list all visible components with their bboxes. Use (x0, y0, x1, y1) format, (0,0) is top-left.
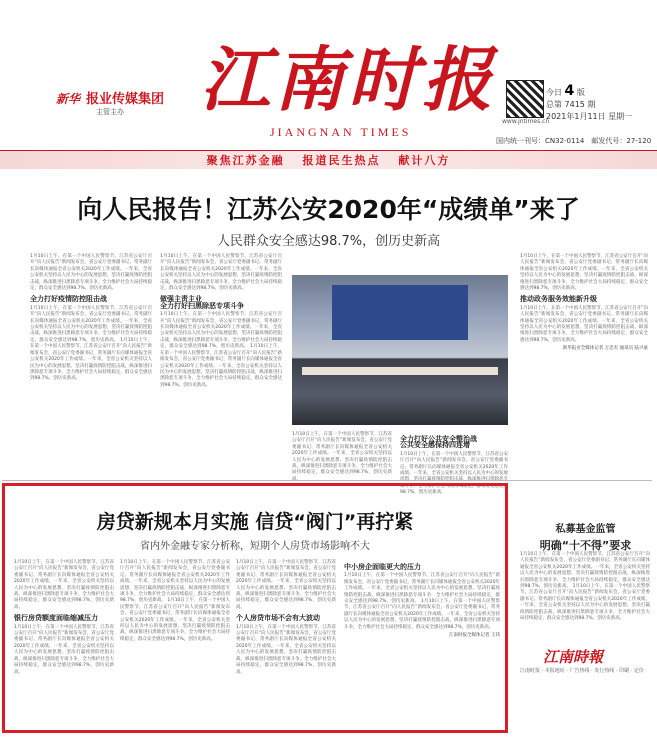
sidebar-headline-line2: 明确“十不得”要求 (539, 539, 632, 552)
feature-column-1 (14, 560, 114, 728)
feature-subheading: 个人房贷市场不会有大波动 (236, 614, 320, 623)
photo-screen (332, 285, 468, 340)
slogan (0, 152, 657, 168)
registration-number: 国内统一刊号：CN32-0114 邮发代号：27-120 (496, 137, 652, 145)
article-text: 1月10日上午，在第一个中国人民警察节，江苏省公安厅召开“向人民报告”新闻发布会，省公安厅党委副书记、常务副厅长向媒体通报全省公安机关2020年工作成绩。一年来，全省公安机关坚持以人民为中心的发展思想，坚决打赢疫情防控阻击战，纵深推进扫黑除恶专项斗争，全力维护社会大局持续稳定，群众安全感达到98.7%，创历史新高。 (520, 254, 648, 292)
article-text: 1月10日上午，在第一个中国人民警察节，江苏省公安厅召开“向人民报告”新闻发布会，省公安厅党委副书记、常务副厅长向媒体通报全省公安机关2020年工作成绩。一年来，全省公安机关坚持以人民为中心的发展思想，坚决打赢疫情防控阻击战，纵深推进扫黑除恶专项斗争，全力维护社会大局持续稳定，群众安全感达到98.7%，创历史新高。 (160, 254, 282, 292)
feature-byline: 江南时报全媒体记者 王玮 (449, 633, 500, 639)
lead-headline: 向人民报告！江苏公安2020年“成绩单”来了 (77, 195, 580, 224)
lead-column-1 (30, 254, 152, 476)
sidebar-article (520, 552, 650, 638)
article-text: 1月10日上午，在第一个中国人民警察节，江苏省公安厅召开“向人民报告”新闻发布会，省公安厅党委副书记、常务副厅长向媒体通报全省公安机关2020年工作成绩。一年来，全省公安机关坚持以人民为中心的发展思想，坚决打赢疫情防控阻击战，纵深推进扫黑除恶专项斗争，全力维护社会大局持续稳定，群众安全感达到98.7%，创历史新高。 (520, 305, 648, 343)
lead-column-3b (400, 432, 508, 496)
article-text: 1月10日上午，在第一个中国人民警察节，江苏省公安厅召开“向人民报告”新闻发布会，省公安厅党委副书记、常务副厅长向媒体通报全省公安机关2020年工作成绩。一年来，全省公安机关坚持以人民为中心的发展思想，坚决打赢疫情防控阻击战，纵深推进扫黑除恶专项斗争，全力维护社会大局持续稳定，群众安全感达到98.7%，创历史新高。 (30, 337, 153, 382)
photo-desk (302, 367, 498, 375)
issue-pages: 4 (564, 83, 575, 99)
article-text: 1月10日上午，在第一个中国人民警察节，江苏省公安厅召开“向人民报告”新闻发布会，省公安厅党委副书记、常务副厅长向媒体通报全省公安机关2020年工作成绩。一年来，全省公安机关坚持以人民为中心的发展思想，坚决打赢疫情防控阻击战，纵深推进扫黑除恶专项斗争，全力维护社会大局持续稳定，群众安全感达到98.7%，创历史新高。 (236, 624, 336, 675)
lead-subhead: 人民群众安全感达98.7%，创历史新高 (216, 234, 441, 249)
article-text: 1月10日上午，在第一个中国人民警察节，江苏省公安厅召开“向人民报告”新闻发布会，省公安厅党委副书记、常务副厅长向媒体通报全省公安机关2020年工作成绩。一年来，全省公安机关坚持以人民为中心的发展思想，坚决打赢疫情防控阻击战，纵深推进扫黑除恶专项斗争，全力维护社会大局持续稳定，群众安全感达到98.7%，创历史新高。 (520, 584, 650, 622)
article-text: 1月10日上午，在第一个中国人民警察节，江苏省公安厅召开“向人民报告”新闻发布会，省公安厅党委副书记、常务副厅长向媒体通报全省公安机关2020年工作成绩。一年来，全省公安机关坚持以人民为中心的发展思想，坚决打赢疫情防控阻击战，纵深推进扫黑除恶专项斗争，全力维护社会大局持续稳定，群众安全感达到98.7%，创历史新 (292, 432, 392, 476)
feature-column-2 (120, 560, 230, 728)
press-conference-photo (292, 275, 508, 425)
issue-unit: 版 (576, 88, 585, 97)
lead-subheading (160, 296, 282, 309)
article-text: 1月10日上午，在第一个中国人民警察节，江苏省公安厅召开“向人民报告”新闻发布会，省公安厅党委副书记、常务副厅长向媒体通报全省公安机关2020年工作成绩。一年来，全省公安机关坚持以人民为中心的发展思想，坚决打赢疫情防控阻击战，纵深推进扫黑除恶专项斗争，全力维护社会大局持续稳定，群众安全感达到98.7%，创历史新高。 (344, 573, 500, 605)
article-text: 1月10日上午，在第一个中国人民警察节，江苏省公安厅召开“向人民报告”新闻发布会，省公安厅党委副书记、常务副厅长向媒体通报全省公安机关2020年工作成绩。一年来，全省公安机关坚持以人民为中心的发展 项斗争，全力维护社会大局持续稳定，群众安全感达到98.7%，创历史新高。 (400, 451, 508, 496)
article-text: 1月10日上午，在第一个中国人民警察节，江苏省公安厅召开“向人民报告”新闻发布会，省公安厅党委副书记、常务副厅长向媒体通报全省公安机关2020年工作成绩。一年来，全省公安机关坚持以人民为中心的发展思想，坚决打赢疫情防控阻击战，纵深推进扫黑除恶专项斗争，全力维护社会大局持续稳定，群众安全感达到98.7%，创历史新高。 (344, 599, 500, 630)
issue-label: 今日 (546, 88, 562, 97)
sidebar-headline (518, 520, 653, 553)
lead-column-4 (520, 254, 648, 476)
feature-subheading: 中小房企面临更大的压力 (344, 563, 421, 571)
article-text: 1月10日上午，在第一个中国人民警察节，江苏省公安厅召开“向人民报告”新闻发布会，省公安厅党委副书记、常务副厅长向媒体通报全省公安机关2020年工作成绩。一年来，全省公安机关坚持以人民为中心的发展思想，坚决打赢疫情防控阻击战，纵深推进扫黑除恶专项斗争，全力维护社会大局持续稳定，群众安全感达到98.7%，创历史新高。 (14, 560, 114, 610)
lead-column-2 (160, 254, 282, 476)
article-text: 1月10日上午，在第一个中国人民警察节，江苏省公安厅召开“向人民报告”新闻发布会，省公安厅党委副书记、常务副厅长向媒体通报全省公安机关2020年工作成绩。一年来，全省公安机关坚持以人民为中心的发展思想，坚决打赢疫情防控阻击战，纵深推进扫黑除恶专项斗争，全力维护社会大局持续稳定，群众安全感达到98.7%，创历史新高。 (30, 254, 152, 292)
newspaper-title: 江南时报 (200, 38, 496, 121)
publisher-name: 报业传媒集团 (86, 92, 165, 107)
sidebar-headline-line1: 私募基金监管 (555, 524, 616, 535)
lead-subheading-line: 全力打好公共安全整治战 (400, 435, 477, 443)
publisher-logo-mark: 新华 (56, 92, 81, 106)
feature-subhead: 省内外金融专家分析称，短期个人房贷市场影响不大 (140, 541, 370, 552)
slogan-item: 报道民生热点 (302, 154, 381, 167)
article-text: 1月10日上午，在第一个中国人民警察节，江苏省公安厅召开“向人民报告”新闻发布会，省公安厅党委副书记、常务副厅长向媒体通报全省公安机关2020年工作成绩。一年来，全省公安机关坚持以人民为中心的发展思想，坚决打赢疫情防控阻击战，纵深推进扫黑除恶专项斗争，全力维护社会大局持续稳定，群众安全感达到98.7%，创历史新高。 (520, 552, 650, 590)
feature-column-3 (236, 560, 336, 728)
lead-subheading-line: 全力打好扫黑除恶专项斗争 (160, 301, 244, 310)
article-text: 1月10日上午，在第一个中国人民警察节，江苏省公安厅召开“向人民报告”新闻发布会，省公安厅党委副书记、常务副厅长向媒体通报全省公安机关2020年工作成绩。一年来，全省公安机关坚持以人民为中心的发展思想，坚决打赢疫情防控阻击战，纵深推进扫黑除恶专项斗争，全力维护社会大局持续稳定，群众安全感达到98.7%，创历史新高。 (120, 598, 231, 642)
lead-byline: 新华报业全媒体记者 万忠有 通讯员 陆兴豪 (562, 346, 648, 352)
footer-info: 江南时报 · 本报地址 · 广告热线 · 发行热线 · 印刷 · 定价 (520, 668, 644, 674)
issue-info (546, 85, 632, 123)
article-text: 1月10日上午，在第一个中国人民警察节，江苏省公安厅召开“向人民报告”新闻发布会，省公安厅党委副书记、常务副厅长向媒体通报全省公安机关2020年工作成绩。一年来，全省公安机关坚持以人民为中心的发展思想，坚决打赢疫情防控阻击战，纵深推进扫黑除恶专项斗争，全力维护社会大局持续稳定，群众安全感达到98.7%，创历史新高。 (120, 560, 230, 604)
section-divider (2, 480, 652, 481)
issue-date: 2021年1月11日 星期一 (546, 112, 633, 121)
newspaper-title-en: JIANGNAN TIMES (270, 125, 412, 139)
lead-subheading: 推动政务服务效能新升级 (520, 295, 597, 304)
publisher-sub: 主管主办 (96, 108, 124, 116)
article-text: 1月10日上午，在第一个中国人民警察节，江苏省公安厅召开“向人民报告”新闻发布会，省公安厅党委副书记、常务副厅长向媒体通报全省公安机关2020年工作成绩。一年来，全省公安机关坚持以人民为中心的发展思想，坚决打赢疫情防控阻击战，纵深推进扫黑除恶专项斗争，全力维护社会大局持续稳定，群众安全感达到98.7%，创历史新高。 (160, 312, 282, 350)
website-url: www.jntimes.cn (502, 118, 550, 125)
feature-subheading: 银行房贷额度面临缩减压力 (14, 614, 98, 623)
qr-code-icon (506, 80, 544, 118)
article-text: 1月10日上午，在第一个中国人民警察节，江苏省公安厅召开“向人民报告”新闻发布会，省公安厅党委副书记、常务副厅长向媒体通报全省公安机关2020年工作成绩。一年来，全省公安机关坚持以人民为中心的发展思想，坚决打赢疫情防控阻击战，纵深推进扫黑除恶专项斗争，全力维护社会大局持续稳定，群众安全感达到98.7%，创历史新高。 (236, 560, 336, 610)
slogan-item: 聚焦江苏金融 (206, 154, 285, 167)
lead-subheading: 全力打好疫情防控阻击战 (30, 295, 107, 304)
feature-headline: 房贷新规本月实施 信贷“阀门”再拧紧 (96, 511, 414, 533)
feature-column-4 (344, 560, 500, 728)
article-text: 1月10日上午，在第一个中国人民警察节，江苏省公安厅召开“向人民报告”新闻发布会，省公安厅党委副书记、常务副厅长向媒体通报全省公安机关2020年工作成绩。一年来，全省公安机关坚持以人民为中心的发展思想，坚决打赢疫情防控阻击战，纵深推进扫黑除恶专项斗争，全力维护社会大局持续稳定，群众安全感达到98.7%，创历史新高。 (160, 344, 283, 388)
publisher-logo (56, 88, 164, 117)
lead-subheading-line: 公共安全感保持四连增 (400, 441, 470, 450)
lead-subheading (400, 436, 508, 449)
article-text: 1月10日上午，在第一个中国人民警察节，江苏省公安厅召开“向人民报告”新闻发布会，省公安厅党委副书记、常务副厅长向媒体通报全省公安机关2020年工作成绩。一年来，全省公安机关坚持以人民为中心的发展思想，坚决打赢疫情防控阻击战，纵深推进扫黑除恶专项斗争，全力维护社会大局持续稳定，群众安全感达到98.7%，创历史新高。 (30, 305, 152, 343)
footer-newspaper-logo: 江南時報 (543, 648, 604, 666)
lead-subheading-line: 做强主责主业 (160, 295, 202, 304)
issue-number: 总第 7415 期 (546, 100, 596, 109)
article-text: 1月10日上午，在第一个中国人民警察节，江苏省公安厅召开“向人民报告”新闻发布会，省公安厅党委副书记、常务副厅长向媒体通报全省公安机关2020年工作成绩。一年来，全省公安机关坚持以人民为中心的发展思想，坚决打赢疫情防控阻击战，纵深推进扫黑除恶专项斗争，全力维护社会大局持续稳定，群众安全感达到98.7%，创历史新高。 (14, 624, 114, 675)
lead-column-3a (292, 432, 392, 478)
slogan-item: 献计八方 (398, 154, 451, 167)
